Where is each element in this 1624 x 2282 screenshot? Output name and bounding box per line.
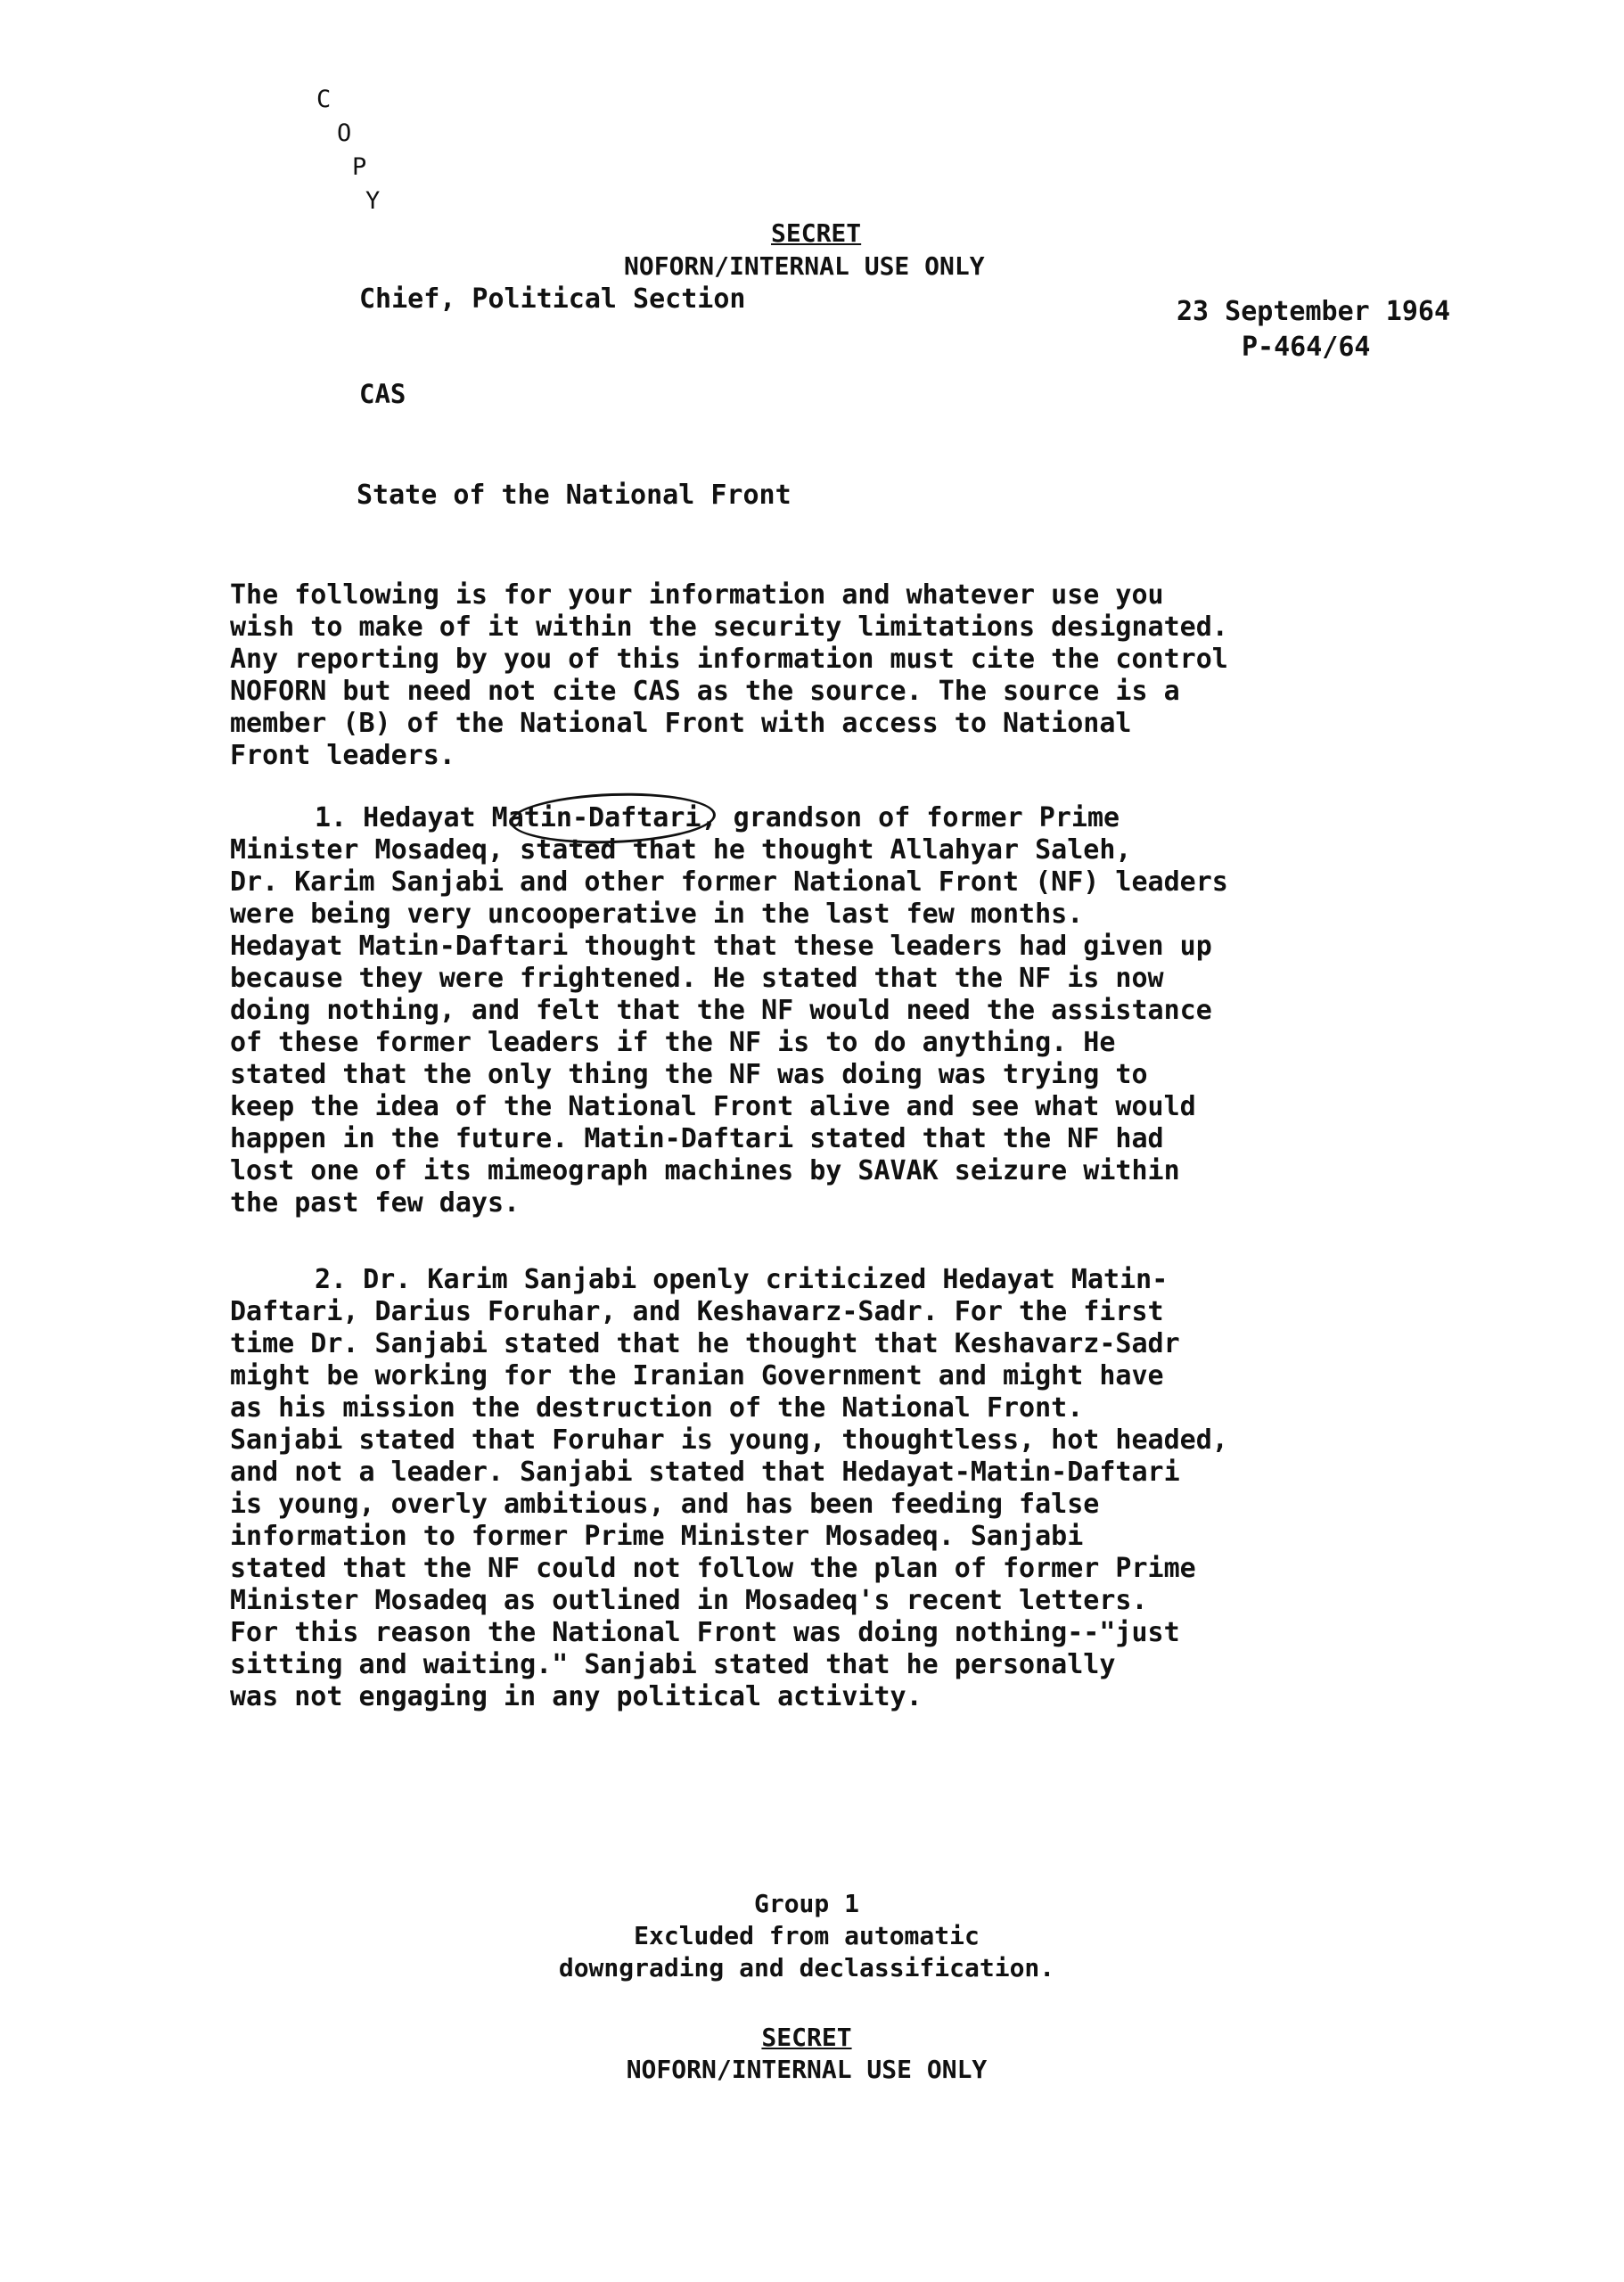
- paragraph-2-line: is young, overly ambitious, and has been feeding false: [230, 1489, 1100, 1520]
- paragraph-2-line: might be working for the Iranian Government and might have: [230, 1360, 1164, 1391]
- paragraph-1: [230, 802, 1264, 1219]
- paragraph-2-line: stated that the NF could not follow the plan of former Prime: [230, 1553, 1196, 1584]
- group-marking-line: Excluded from automatic: [634, 1921, 980, 1950]
- classification-top-secret: SECRET: [771, 218, 862, 248]
- paragraph-2-line: Sanjabi stated that Foruhar is young, thoughtless, hot headed,: [230, 1424, 1228, 1456]
- memo-from: CAS: [359, 379, 406, 409]
- paragraph-2-line: 2. Dr. Karim Sanjabi openly criticized Hedayat Matin-: [315, 1264, 1169, 1295]
- paragraph-2-line: sitting and waiting." Sanjabi stated that he personally: [230, 1649, 1116, 1680]
- copy-letter-p: P: [352, 153, 367, 181]
- paragraph-1-line: keep the idea of the National Front alive and see what would: [230, 1091, 1196, 1122]
- memo-subject: State of the National Front: [357, 480, 791, 511]
- group-marking-line: downgrading and declassification.: [558, 1953, 1055, 1982]
- paragraph-1-line: were being very uncooperative in the last few months.: [230, 899, 1084, 930]
- paragraph-1-line: the past few days.: [230, 1187, 521, 1219]
- copy-letter-o: O: [337, 119, 352, 147]
- intro-line: The following is for your information and whatever use you: [230, 579, 1164, 611]
- intro-line: member (B) of the National Front with access to National: [230, 708, 1132, 739]
- paragraph-1-line: Dr. Karim Sanjabi and other former National Front (NF) leaders: [230, 866, 1228, 898]
- intro-line: Any reporting by you of this information must cite the control: [230, 644, 1228, 675]
- paragraph-2-line: time Dr. Sanjabi stated that he thought that Keshavarz-Sadr: [230, 1328, 1180, 1359]
- paragraph-1-line: Minister Mosadeq, stated that he thought Allahyar Saleh,: [230, 834, 1132, 866]
- paragraph-1-line: because they were frightened. He stated that the NF is now: [230, 963, 1164, 994]
- intro-line: wish to make of it within the security limitations designated.: [230, 612, 1228, 643]
- paragraph-2-line: as his mission the destruction of the National Front.: [230, 1392, 1084, 1424]
- paragraph-2-line: was not engaging in any political activity.: [230, 1681, 923, 1712]
- memo-date: 23 September 1964: [1177, 296, 1451, 327]
- classification-top-dissemination: NOFORN/INTERNAL USE ONLY: [624, 251, 985, 281]
- classification-bottom: [357, 2022, 1257, 2086]
- memo-to: Chief, Political Section: [359, 283, 746, 315]
- paragraph-2-line: and not a leader. Sanjabi stated that Hedayat-Matin-Daftari: [230, 1457, 1180, 1488]
- paragraph-2-line: information to former Prime Minister Mosadeq. Sanjabi: [230, 1521, 1084, 1552]
- classification-bottom-dissemination: NOFORN/INTERNAL USE ONLY: [626, 2055, 988, 2084]
- paragraph-1-line: Hedayat Matin-Daftari thought that these leaders had given up: [230, 931, 1212, 962]
- memo-reference: P-464/64: [1242, 332, 1371, 363]
- copy-letter-y: Y: [365, 187, 381, 215]
- intro-line: NOFORN but need not cite CAS as the source. The source is a: [230, 676, 1180, 707]
- group-marking-line: Group 1: [753, 1889, 859, 1918]
- copy-letter-c: C: [316, 86, 332, 113]
- paragraph-2: [230, 1264, 1264, 1713]
- paragraph-1-line: doing nothing, and felt that the NF would need the assistance: [230, 995, 1212, 1026]
- intro-paragraph: [230, 579, 1264, 772]
- classification-bottom-secret: SECRET: [761, 2023, 852, 2052]
- paragraph-1-line: happen in the future. Matin-Daftari stated that the NF had: [230, 1123, 1164, 1154]
- paragraph-1-line: of these former leaders if the NF is to do anything. He: [230, 1027, 1116, 1058]
- group-marking: [357, 1888, 1257, 1984]
- paragraph-1-line: stated that the only thing the NF was doing was trying to: [230, 1059, 1148, 1090]
- paragraph-1-line: lost one of its mimeograph machines by SAVAK seizure within: [230, 1155, 1180, 1186]
- paragraph-2-line: For this reason the National Front was doing nothing--"just: [230, 1617, 1180, 1648]
- paragraph-1-line: 1. Hedayat Matin-Daftari, grandson of former Prime: [315, 802, 1120, 833]
- intro-line: Front leaders.: [230, 740, 455, 771]
- paragraph-2-line: Daftari, Darius Foruhar, and Keshavarz-Sadr. For the first: [230, 1296, 1164, 1327]
- paragraph-2-line: Minister Mosadeq as outlined in Mosadeq's recent letters.: [230, 1585, 1148, 1616]
